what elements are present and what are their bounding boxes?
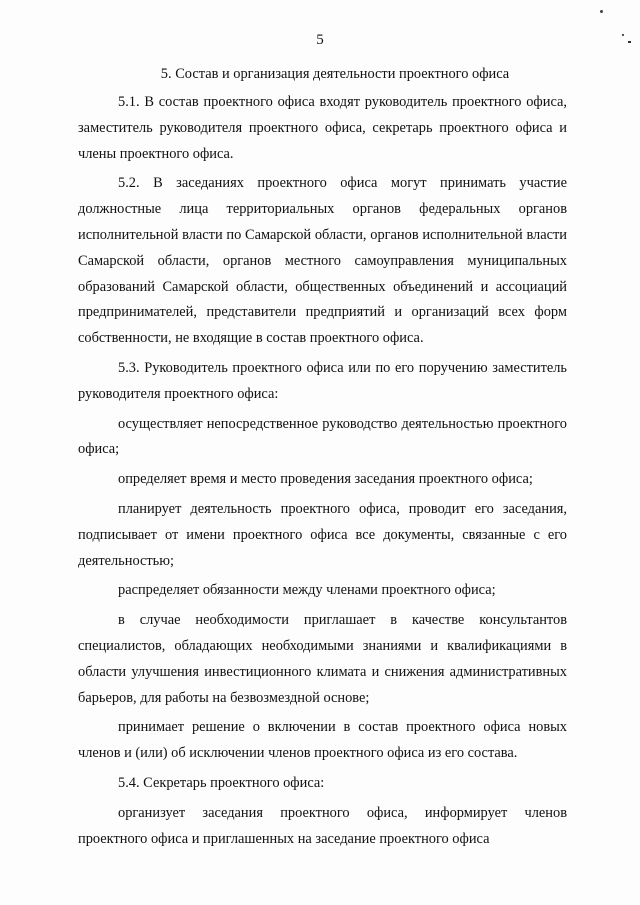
section-heading: 5. Состав и организация деятельности проектного офиса xyxy=(160,66,510,82)
paragraph-5-3: 5.3. Руководитель проектного офиса или по его поручению заместитель руководителя проектного офиса: xyxy=(78,359,567,402)
document-body xyxy=(78,90,567,852)
list-item: организует заседания проектного офиса, информирует членов проектного офиса и приглашенных на заседание проектного офиса xyxy=(78,804,567,847)
scan-speck xyxy=(600,10,603,13)
list-item: принимает решение о включении в состав проектного офиса новых членов и (или) об исключении членов проектного офиса из его состава. xyxy=(78,719,567,762)
page-number: 5 xyxy=(316,32,324,48)
list-item: в случае необходимости приглашает в качестве консультантов специалистов, обладающих необходимыми знаниями и квалификациями в области улучшения инвестиционного климата и снижения административных барьеров, для работы на безвозмездной основе; xyxy=(78,612,567,706)
paragraph-5-4: 5.4. Секретарь проектного офиса: xyxy=(118,774,325,791)
paragraph-5-1: 5.1. В состав проектного офиса входят руководитель проектного офиса, заместитель руководителя проектного офиса, секретарь проектного офиса и члены проектного офиса. xyxy=(78,94,567,162)
paragraph-5-2: 5.2. В заседаниях проектного офиса могут принимать участие должностные лица территориальных органов федеральных органов исполнительной власти по Самарской области, органов исполнительной власти Самарской области, органов местного самоуправления муниципальных образований Самарской области, общественных объединений и ассоциаций предпринимателей, представители предприятий и организаций всех форм собственности, не входящие в состав проектного офиса. xyxy=(78,175,567,347)
list-item: распределяет обязанности между членами проектного офиса; xyxy=(118,582,496,599)
list-item: определяет время и место проведения заседания проектного офиса; xyxy=(118,471,533,488)
list-item: планирует деятельность проектного офиса, проводит его заседания, подписывает от имени проектного офиса все документы, связанные с его деятельностью; xyxy=(78,500,567,569)
list-item: осуществляет непосредственное руководство деятельностью проектного офиса; xyxy=(78,415,567,458)
